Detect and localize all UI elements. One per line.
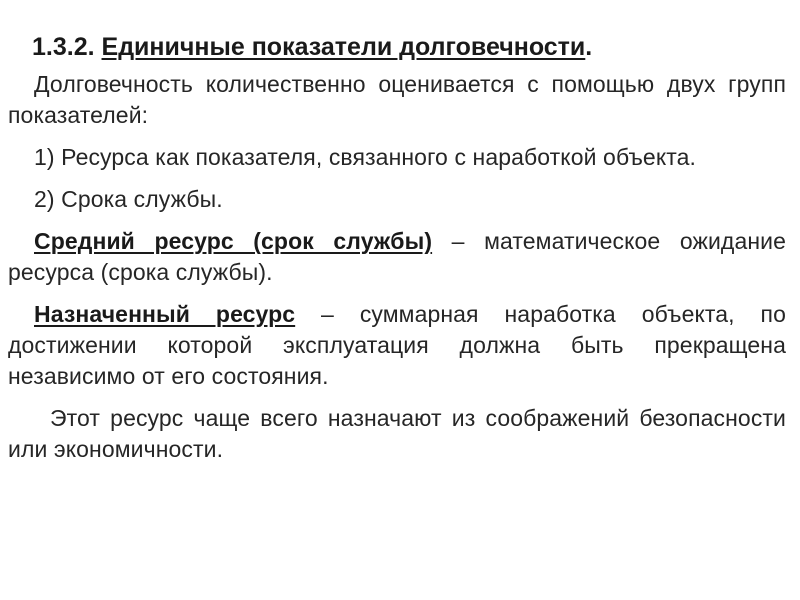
slide-content (8, 32, 786, 476)
definition-assigned-resource (8, 299, 786, 392)
term-assigned-resource: Назначенный ресурс (34, 301, 296, 327)
term-average-resource: Средний ресурс (срок службы) (34, 228, 433, 254)
definition-assigned-resource-text: – суммарная наработка объекта, по достижении которой эксплуатация должна быть прекращена независимо от его состояния. (8, 301, 786, 389)
section-number: 1.3.2. (32, 33, 95, 61)
note-paragraph: Этот ресурс чаще всего назначают из соображений безопасности или экономичности. (8, 405, 786, 462)
list-item-service-life: 2) Срока службы. (34, 186, 223, 212)
list-item-resource: 1) Ресурса как показателя, связанного с наработкой объекта. (34, 144, 696, 170)
intro-paragraph: Долговечность количественно оценивается с помощью двух групп показателей: (8, 71, 786, 128)
section-heading (32, 32, 786, 62)
section-title-period: . (585, 33, 593, 61)
section-title: Единичные показатели долговечности (101, 33, 586, 61)
definition-average-resource (8, 226, 786, 288)
definition-average-resource-text: – математическое ожидание ресурса (срока службы). (8, 228, 786, 285)
